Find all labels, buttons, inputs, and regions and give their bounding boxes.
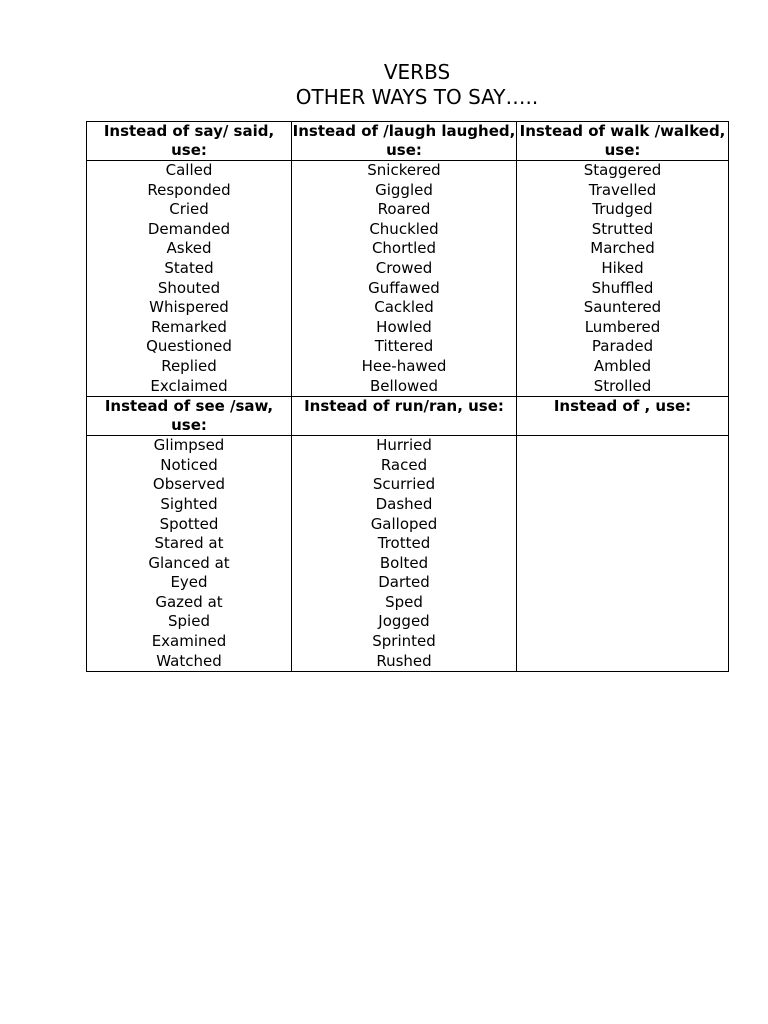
word-item: Shuffled bbox=[591, 278, 654, 297]
word-item: Snickered bbox=[367, 161, 441, 179]
word-item: Hurried bbox=[376, 436, 432, 455]
word-item: Strolled bbox=[593, 376, 652, 395]
word-item: Raced bbox=[380, 455, 428, 474]
word-item: Glanced at bbox=[148, 553, 230, 572]
word-item: Chortled bbox=[371, 239, 437, 258]
word-item: Rushed bbox=[376, 651, 432, 670]
word-item: Shouted bbox=[157, 278, 221, 297]
title-line-other-ways: OTHER WAYS TO SAY….. bbox=[295, 85, 539, 109]
verbs-table bbox=[86, 121, 729, 672]
document-title bbox=[0, 60, 768, 110]
word-item: Sauntered bbox=[583, 298, 662, 317]
word-item: Tittered bbox=[374, 337, 434, 356]
word-item: Stared at bbox=[154, 534, 224, 553]
word-item: Called bbox=[165, 161, 213, 179]
word-item: Howled bbox=[376, 317, 432, 336]
word-item: Giggled bbox=[375, 180, 433, 199]
word-item: Watched bbox=[156, 651, 222, 670]
list-blank bbox=[517, 436, 729, 672]
word-item: Guffawed bbox=[368, 278, 440, 297]
word-item: Glimpsed bbox=[153, 436, 225, 455]
word-item: Questioned bbox=[146, 337, 232, 356]
word-item: Marched bbox=[590, 239, 655, 258]
word-item: Stated bbox=[164, 258, 214, 277]
header-run: Instead of run/ran, use: bbox=[292, 397, 517, 436]
word-item: Bellowed bbox=[369, 376, 439, 395]
word-item: Hee-hawed bbox=[361, 356, 447, 375]
word-item: Whispered bbox=[149, 298, 229, 317]
word-item: Spotted bbox=[159, 514, 219, 533]
word-item: Crowed bbox=[375, 258, 433, 277]
word-item: Asked bbox=[166, 239, 212, 258]
list-laugh bbox=[292, 161, 517, 397]
word-item: Gazed at bbox=[155, 592, 223, 611]
word-item: Sped bbox=[385, 592, 423, 611]
list-say bbox=[87, 161, 292, 397]
word-item: Roared bbox=[377, 200, 431, 219]
word-item: Noticed bbox=[160, 455, 218, 474]
list-row-1 bbox=[87, 161, 729, 397]
header-see: Instead of see /saw, use: bbox=[87, 397, 292, 436]
word-item: Sprinted bbox=[372, 632, 436, 651]
list-walk bbox=[517, 161, 729, 397]
word-item: Paraded bbox=[591, 337, 654, 356]
header-row-2 bbox=[87, 397, 729, 436]
word-item: Staggered bbox=[583, 161, 662, 179]
word-item: Bolted bbox=[379, 553, 429, 572]
word-item: Hiked bbox=[601, 258, 644, 277]
word-item: Jogged bbox=[378, 612, 430, 631]
word-item: Sighted bbox=[160, 494, 218, 513]
word-item: Responded bbox=[147, 180, 231, 199]
word-item: Lumbered bbox=[584, 317, 661, 336]
header-blank: Instead of , use: bbox=[517, 397, 729, 436]
word-item: Trotted bbox=[377, 534, 431, 553]
word-item: Spied bbox=[168, 612, 210, 631]
word-item: Demanded bbox=[147, 219, 231, 238]
word-item: Travelled bbox=[588, 180, 657, 199]
header-walk: Instead of walk /walked, use: bbox=[517, 122, 729, 161]
word-item: Replied bbox=[161, 356, 217, 375]
list-run bbox=[292, 436, 517, 672]
word-item: Examined bbox=[151, 632, 227, 651]
word-item: Galloped bbox=[370, 514, 438, 533]
word-item: Exclaimed bbox=[150, 376, 228, 395]
word-item: Strutted bbox=[591, 219, 654, 238]
header-laugh: Instead of /laugh laughed, use: bbox=[292, 122, 516, 159]
word-item: Chuckled bbox=[369, 219, 439, 238]
title-line-verbs: VERBS bbox=[383, 60, 451, 84]
word-item: Remarked bbox=[151, 317, 227, 336]
list-see bbox=[87, 436, 292, 672]
word-item: Observed bbox=[152, 475, 226, 494]
list-row-2 bbox=[87, 436, 729, 672]
header-say: Instead of say/ said, use: bbox=[87, 122, 292, 161]
word-item: Cried bbox=[169, 200, 209, 219]
word-item: Darted bbox=[378, 573, 430, 592]
word-item: Trudged bbox=[592, 200, 653, 219]
word-item: Ambled bbox=[593, 356, 652, 375]
word-item: Dashed bbox=[375, 494, 433, 513]
word-item: Eyed bbox=[170, 573, 208, 592]
word-item: Cackled bbox=[374, 298, 434, 317]
word-item: Scurried bbox=[372, 475, 436, 494]
header-row-1 bbox=[87, 122, 729, 161]
